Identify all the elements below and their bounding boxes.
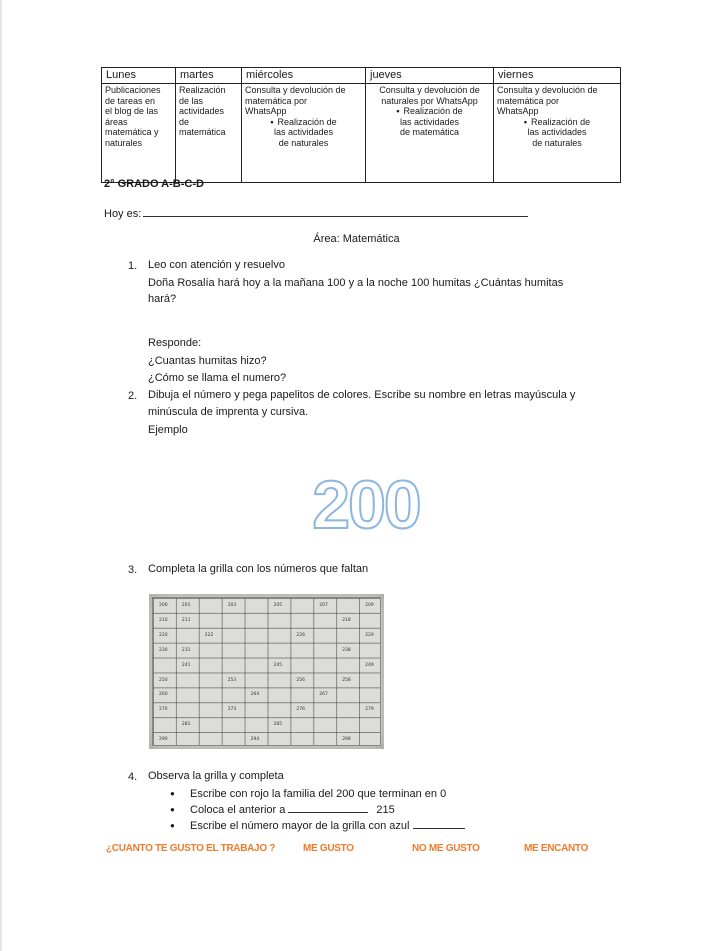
lunes-line: de tareas en bbox=[105, 95, 156, 106]
q2-line2: minúscula de imprenta y cursiva. bbox=[148, 406, 309, 418]
footer-question: ¿CUANTO TE GUSTO EL TRABAJO ? bbox=[106, 843, 276, 854]
number-grid-photo bbox=[149, 594, 384, 749]
lunes-line: matemática y bbox=[105, 127, 159, 137]
q4-bullet-2-number: 215 bbox=[376, 804, 395, 816]
grade-label: 2° GRADO A-B-C-D bbox=[104, 178, 204, 190]
grid-number-cell: 220 bbox=[159, 632, 168, 638]
martes-line: matemática bbox=[179, 127, 226, 137]
grid-number-cell: 201 bbox=[181, 603, 191, 608]
lunes-line: Publicaciones bbox=[105, 85, 161, 95]
answer-blank[interactable] bbox=[413, 818, 465, 829]
grid-number-cell: 253 bbox=[227, 677, 237, 683]
grid-number-cell: 229 bbox=[365, 632, 374, 638]
grid-number-cell: 222 bbox=[204, 632, 214, 638]
martes-line: de bbox=[179, 116, 190, 127]
jueves-bullet-line: de matemática bbox=[399, 127, 460, 137]
miercoles-bullet bbox=[245, 117, 362, 149]
q4-bullet-3 bbox=[170, 818, 465, 834]
footer-option-no-me-gusto[interactable]: NO ME GUSTO bbox=[412, 843, 480, 854]
grid-number-cell: 211 bbox=[181, 617, 191, 623]
grid-number-cell: 270 bbox=[159, 707, 168, 713]
jueves-line: Consulta y devolución de bbox=[379, 85, 480, 95]
cell-lunes bbox=[102, 84, 176, 183]
grid-number-cell: 294 bbox=[250, 737, 260, 743]
grid-number-cell: 258 bbox=[342, 677, 351, 683]
viernes-bullet-line: las actividades bbox=[527, 127, 587, 137]
header-viernes: viernes bbox=[494, 68, 621, 84]
miercoles-bullet-line: Realización de bbox=[277, 116, 337, 127]
bullet-icon: • bbox=[396, 106, 400, 116]
grid-number-cell: 245 bbox=[273, 662, 283, 668]
header-martes: martes bbox=[176, 68, 242, 84]
viernes-bullet-line: de naturales bbox=[532, 137, 582, 148]
grid-number-cell: 231 bbox=[181, 647, 191, 653]
q3-text: Completa la grilla con los números que faltan bbox=[148, 563, 369, 575]
grid-number-cell: 281 bbox=[181, 722, 191, 728]
q1-responde: Responde: bbox=[148, 337, 202, 349]
martes-line: Realización bbox=[179, 85, 226, 95]
grid-number-cell: 249 bbox=[365, 662, 374, 668]
grid-number-cell: 241 bbox=[181, 662, 191, 668]
schedule-header-row bbox=[102, 68, 621, 84]
date-label: Hoy es: bbox=[104, 208, 142, 220]
grid-number-cell: 200 bbox=[159, 603, 168, 608]
q4-bullet-2 bbox=[170, 802, 465, 818]
grid-number-cell: 226 bbox=[296, 632, 305, 638]
q4-bullet-1-text: Escribe con rojo la familia del 200 que terminan en 0 bbox=[190, 788, 447, 800]
grid-number-cell: 209 bbox=[365, 603, 374, 608]
header-jueves: jueves bbox=[366, 68, 494, 84]
bullet-icon: • bbox=[270, 116, 274, 127]
q4-bullet-1 bbox=[170, 786, 465, 802]
header-lunes: Lunes bbox=[102, 68, 176, 84]
q1-text-line2: hará? bbox=[148, 293, 177, 305]
footer-option-me-gusto[interactable]: ME GUSTO bbox=[303, 843, 354, 854]
q4-number: 4. bbox=[128, 771, 138, 783]
martes-line: de las bbox=[179, 95, 204, 106]
grid-number-cell: 203 bbox=[227, 603, 237, 608]
q2-line1: Dibuja el número y pega papelitos de colores. Escribe su nombre en letras mayúscula y bbox=[148, 389, 576, 401]
grid-number-cell: 205 bbox=[273, 603, 283, 608]
q4-text: Observa la grilla y completa bbox=[148, 770, 284, 782]
grid-number-cell: 290 bbox=[159, 737, 168, 743]
cell-jueves bbox=[366, 84, 494, 183]
q4-bullet-list bbox=[170, 786, 465, 834]
footer-option-me-encanto[interactable]: ME ENCANTO bbox=[524, 843, 589, 854]
martes-line: actividades bbox=[179, 106, 225, 116]
grid-number-cell: 238 bbox=[342, 647, 351, 653]
grid-number-cell: 285 bbox=[273, 722, 283, 728]
grid-number-cell: 298 bbox=[342, 737, 351, 743]
outlined-200-example bbox=[296, 472, 436, 534]
date-blank-line[interactable] bbox=[143, 206, 528, 217]
example-number-text: 200 bbox=[312, 472, 420, 534]
viernes-bullet bbox=[497, 117, 617, 149]
lunes-line: el blog de las bbox=[105, 106, 159, 116]
grid-number-cell: 276 bbox=[296, 707, 305, 713]
page-edge bbox=[0, 0, 2, 951]
grid-number-cell: 230 bbox=[159, 647, 168, 653]
jueves-line: naturales por WhatsApp bbox=[381, 95, 478, 106]
jueves-bullet bbox=[369, 106, 490, 138]
grid-number-cell: 273 bbox=[227, 707, 237, 713]
jueves-bullet-line: Realización de bbox=[403, 106, 463, 116]
lunes-line: naturales bbox=[105, 137, 143, 148]
miercoles-line: matemática por bbox=[245, 95, 308, 106]
answer-blank[interactable] bbox=[288, 802, 368, 813]
viernes-bullet-line: Realización de bbox=[531, 116, 591, 127]
grid-number-cell: 267 bbox=[319, 692, 328, 698]
schedule-table bbox=[101, 67, 621, 183]
header-miercoles: miércoles bbox=[242, 68, 366, 84]
q1-ask2: ¿Cómo se llama el numero? bbox=[148, 372, 287, 384]
schedule-body-row bbox=[102, 84, 621, 183]
date-row bbox=[104, 206, 528, 220]
grid-number-cell: 279 bbox=[365, 707, 374, 713]
q4-bullet-3-text: Escribe el número mayor de la grilla con azul bbox=[190, 820, 410, 832]
miercoles-line: Consulta y devolución de bbox=[245, 85, 346, 95]
q1-title: Leo con atención y resuelvo bbox=[148, 259, 285, 271]
area-title: Área: Matemática bbox=[313, 233, 400, 245]
grid-number-cell: 260 bbox=[159, 692, 168, 698]
miercoles-bullet-line: de naturales bbox=[278, 137, 329, 148]
q1-ask1: ¿Cuantas humitas hizo? bbox=[148, 355, 267, 367]
q3-number: 3. bbox=[128, 564, 138, 576]
lunes-line: áreas bbox=[105, 116, 128, 127]
viernes-line: Consulta y devolución de bbox=[497, 85, 598, 95]
grid-number-cell: 218 bbox=[342, 617, 351, 623]
cell-miercoles bbox=[242, 84, 366, 183]
q2-number: 2. bbox=[128, 390, 138, 402]
q1-number: 1. bbox=[128, 260, 138, 272]
q4-bullet-2-text: Coloca el anterior a bbox=[190, 804, 286, 816]
viernes-line: matemática por bbox=[497, 95, 560, 106]
grid-number-cell: 264 bbox=[250, 692, 260, 698]
grid-number-cell: 207 bbox=[319, 603, 328, 608]
grid-number-cell: 210 bbox=[159, 617, 168, 623]
jueves-bullet-line: las actividades bbox=[399, 116, 460, 127]
grid-number-cell: 256 bbox=[296, 677, 305, 683]
cell-viernes bbox=[494, 84, 621, 183]
grid-number-cell: 250 bbox=[159, 677, 168, 683]
q2-ejemplo: Ejemplo bbox=[148, 424, 188, 436]
cell-martes bbox=[176, 84, 242, 183]
q1-text-line1: Doña Rosalía hará hoy a la mañana 100 y a la noche 100 humitas ¿Cuántas humitas bbox=[148, 277, 564, 289]
viernes-line: WhatsApp bbox=[497, 106, 539, 116]
miercoles-line: WhatsApp bbox=[245, 106, 287, 116]
miercoles-bullet-line: las actividades bbox=[273, 127, 334, 137]
bullet-icon: • bbox=[523, 116, 528, 127]
